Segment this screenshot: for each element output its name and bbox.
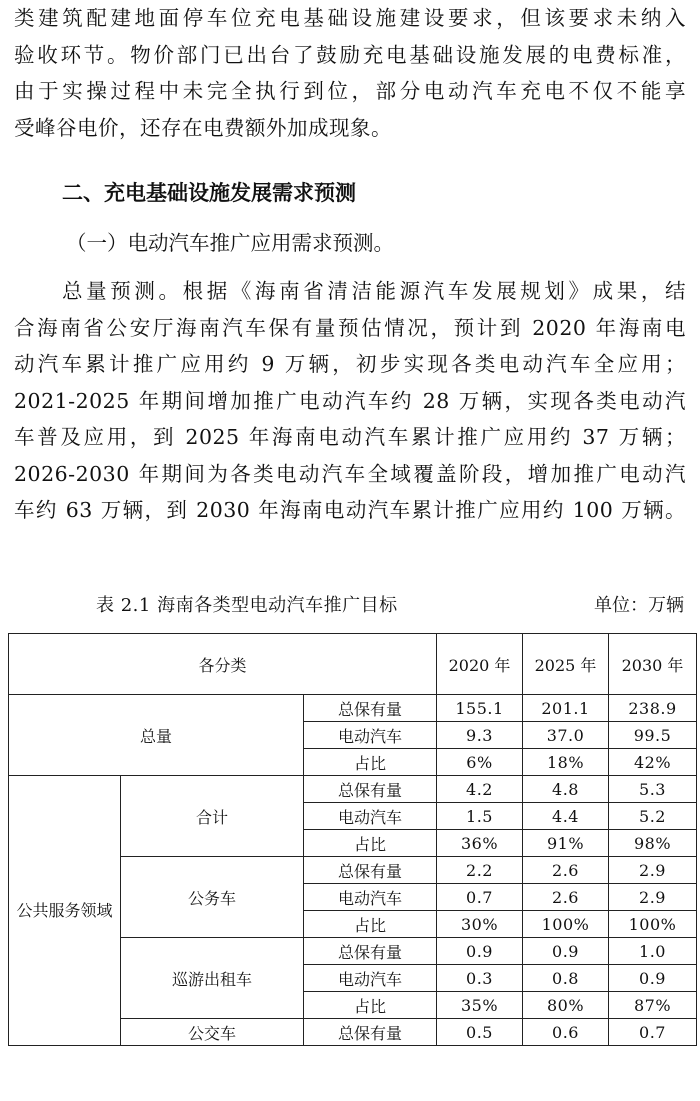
metric-cell: 占比: [304, 911, 437, 938]
value-cell: 2.6: [523, 884, 609, 911]
value-cell: 2.9: [609, 884, 697, 911]
intro-line: 验收环节。物价部门已出台了鼓励充电基础设施发展的电费标准，: [14, 42, 686, 67]
metric-cell: 电动汽车: [304, 803, 437, 830]
value-cell: 35%: [437, 992, 523, 1019]
value-cell: 100%: [609, 911, 697, 938]
intro-line: 由于实操过程中未完全执行到位，部分电动汽车充电不仅不能享: [14, 79, 686, 103]
value-cell: 36%: [437, 830, 523, 857]
value-cell: 0.9: [609, 965, 697, 992]
value-cell: 2.6: [523, 857, 609, 884]
body-line: 总量预测。根据《海南省清洁能源汽车发展规划》成果，结: [62, 279, 686, 303]
value-cell: 1.5: [437, 803, 523, 830]
value-cell: 238.9: [609, 695, 697, 722]
value-cell: 2.9: [609, 857, 697, 884]
intro-line: 受峰谷电价，还存在电费额外加成现象。: [14, 115, 392, 140]
value-cell: 99.5: [609, 722, 697, 749]
value-cell: 4.2: [437, 776, 523, 803]
value-cell: 0.9: [523, 938, 609, 965]
value-cell: 0.5: [437, 1019, 523, 1046]
value-cell: 80%: [523, 992, 609, 1019]
value-cell: 5.2: [609, 803, 697, 830]
body-line: 车普及应用，到 2025 年海南电动汽车累计推广应用约 37 万辆；: [14, 425, 686, 449]
intro-paragraph: [14, 0, 686, 146]
value-cell: 91%: [523, 830, 609, 857]
value-cell: 2.2: [437, 857, 523, 884]
header-year: 2030 年: [609, 634, 697, 695]
body-line: 动汽车累计推广应用约 9 万辆，初步实现各类电动汽车全应用；: [14, 352, 686, 376]
value-cell: 0.9: [437, 938, 523, 965]
value-cell: 9.3: [437, 722, 523, 749]
subsection-heading: （一）电动汽车推广应用需求预测。: [66, 231, 394, 255]
metric-cell: 电动汽车: [304, 722, 437, 749]
group-name: 公交车: [121, 1019, 304, 1046]
value-cell: 0.6: [523, 1019, 609, 1046]
metric-cell: 电动汽车: [304, 884, 437, 911]
value-cell: 30%: [437, 911, 523, 938]
metric-cell: 电动汽车: [304, 965, 437, 992]
value-cell: 0.8: [523, 965, 609, 992]
header-year: 2025 年: [523, 634, 609, 695]
value-cell: 37.0: [523, 722, 609, 749]
value-cell: 98%: [609, 830, 697, 857]
body-line: 车约 63 万辆，到 2030 年海南电动汽车累计推广应用约 100 万辆。: [14, 498, 686, 522]
body-line: 合海南省公安厅海南汽车保有量预估情况，预计到 2020 年海南电: [14, 315, 686, 340]
group-name: 巡游出租车: [121, 938, 304, 1019]
body-line: 2021-2025 年期间增加推广电动汽车约 28 万辆，实现各类电动汽: [14, 388, 686, 413]
public-service-label: 公共服务领域: [9, 776, 121, 1046]
value-cell: 0.7: [609, 1019, 697, 1046]
metric-cell: 总保有量: [304, 695, 437, 722]
table-unit: 单位：万辆: [594, 595, 684, 616]
metric-cell: 总保有量: [304, 857, 437, 884]
value-cell: 4.8: [523, 776, 609, 803]
intro-line: 类建筑配建地面停车位充电基础设施建设要求，但该要求未纳入: [14, 6, 686, 30]
header-year: 2020 年: [437, 634, 523, 695]
table-row: [9, 776, 697, 803]
ev-target-table: [8, 633, 697, 1046]
value-cell: 1.0: [609, 938, 697, 965]
table-header-row: [9, 634, 697, 695]
value-cell: 18%: [523, 749, 609, 776]
metric-cell: 总保有量: [304, 938, 437, 965]
table-row: [9, 695, 697, 722]
value-cell: 5.3: [609, 776, 697, 803]
metric-cell: 占比: [304, 749, 437, 776]
value-cell: 42%: [609, 749, 697, 776]
metric-cell: 占比: [304, 992, 437, 1019]
value-cell: 4.4: [523, 803, 609, 830]
metric-cell: 总保有量: [304, 776, 437, 803]
value-cell: 0.3: [437, 965, 523, 992]
value-cell: 100%: [523, 911, 609, 938]
total-label: 总量: [9, 695, 304, 776]
section-heading: 二、充电基础设施发展需求预测: [62, 181, 356, 205]
value-cell: 155.1: [437, 695, 523, 722]
body-line: 2026-2030 年期间为各类电动汽车全域覆盖阶段，增加推广电动汽: [14, 461, 686, 486]
value-cell: 87%: [609, 992, 697, 1019]
value-cell: 6%: [437, 749, 523, 776]
group-name: 合计: [121, 776, 304, 857]
value-cell: 0.7: [437, 884, 523, 911]
body-paragraph: [14, 273, 686, 529]
header-category: 各分类: [9, 634, 437, 695]
value-cell: 201.1: [523, 695, 609, 722]
table-caption: 表 2.1 海南各类型电动汽车推广目标: [96, 595, 398, 616]
group-name: 公务车: [121, 857, 304, 938]
metric-cell: 占比: [304, 830, 437, 857]
metric-cell: 总保有量: [304, 1019, 437, 1046]
